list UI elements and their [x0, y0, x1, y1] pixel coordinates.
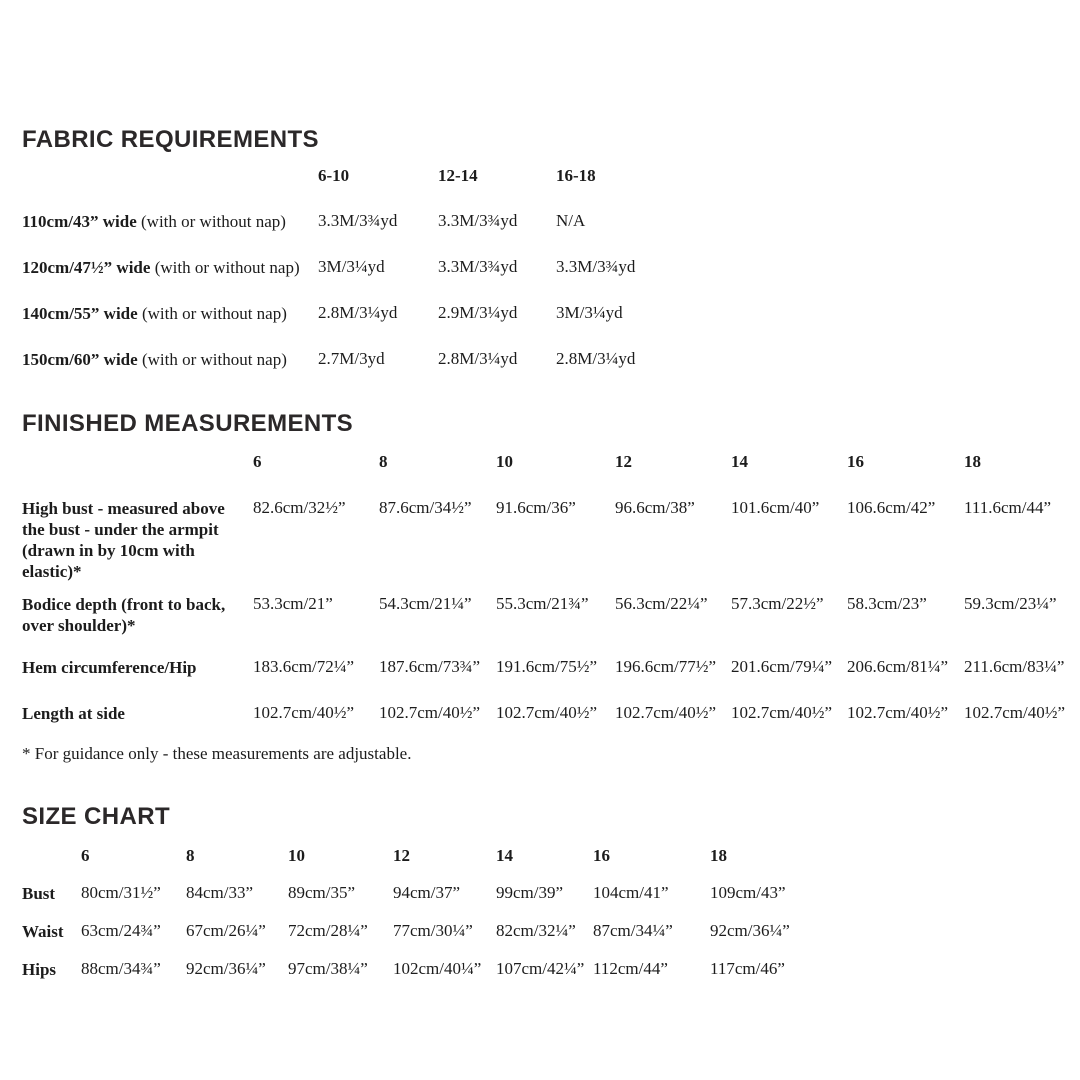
- size-row-bust: [22, 883, 1060, 904]
- size-value: 109cm/43”: [710, 883, 786, 902]
- fabric-width-label: [22, 349, 318, 370]
- size-column-header: 18: [710, 846, 727, 865]
- measurement-value: 96.6cm/38”: [615, 498, 695, 517]
- size-column-header: 14: [496, 846, 513, 865]
- size-column-header: 8: [186, 846, 195, 865]
- measurement-value: 102.7cm/40½”: [496, 703, 598, 722]
- measurement-value: 106.6cm/42”: [847, 498, 936, 517]
- empty-header-cell: [22, 166, 318, 186]
- size-chart-title: SIZE CHART: [22, 803, 170, 830]
- measurement-value: 57.3cm/22½”: [731, 594, 824, 613]
- size-value: 72cm/28¼”: [288, 921, 368, 940]
- measurement-row-length-at-side: [22, 703, 1066, 724]
- fabric-width-bold: 150cm/60” wide: [22, 350, 138, 369]
- size-value: 102cm/40¼”: [393, 959, 482, 978]
- fabric-requirements-title: FABRIC REQUIREMENTS: [22, 126, 319, 153]
- size-row-label: Hips: [22, 960, 57, 979]
- fabric-row: [22, 349, 1060, 370]
- size-value: 117cm/46”: [710, 959, 785, 978]
- size-value: 112cm/44”: [593, 959, 668, 978]
- fabric-width-label: [22, 211, 318, 232]
- guidance-footnote: * For guidance only - these measurements are adjustable.: [22, 744, 412, 763]
- fabric-value: 3M/3¼yd: [318, 257, 385, 276]
- fabric-value: N/A: [556, 211, 586, 230]
- size-column-header: 6: [253, 452, 262, 471]
- measurement-row-bodice-depth: [22, 594, 1060, 636]
- measurement-row-label: Length at side: [22, 704, 125, 723]
- size-row-hips: [22, 959, 1060, 980]
- size-value: 104cm/41”: [593, 883, 669, 902]
- size-row-label: Waist: [22, 922, 64, 941]
- fabric-value: 3M/3¼yd: [556, 303, 623, 322]
- fabric-requirements-section: [22, 128, 1060, 370]
- fabric-value: 2.8M/3¼yd: [556, 349, 636, 368]
- measurement-value: 206.6cm/81¼”: [847, 657, 949, 676]
- fabric-value: 3.3M/3¾yd: [556, 257, 636, 276]
- measurement-value: 58.3cm/23”: [847, 594, 927, 613]
- measurement-value: 102.7cm/40½”: [379, 703, 481, 722]
- fabric-nap-note: (with or without nap): [154, 258, 300, 277]
- measurement-value: 91.6cm/36”: [496, 498, 576, 517]
- size-value: 88cm/34¾”: [81, 959, 161, 978]
- empty-header-cell: [22, 452, 253, 472]
- size-value: 84cm/33”: [186, 883, 254, 902]
- measurement-value: 102.7cm/40½”: [847, 703, 949, 722]
- measurement-row-label: High bust - measured above the bust - under the armpit (drawn in by 10cm with elastic)*: [22, 499, 225, 581]
- measurement-row-high-bust: [22, 498, 1060, 582]
- size-column-header: 18: [964, 452, 981, 471]
- size-value: 97cm/38¼”: [288, 959, 368, 978]
- measurement-row-label: Bodice depth (front to back, over shoulder)*: [22, 595, 226, 635]
- fabric-requirements-header-row: [22, 166, 1060, 186]
- size-column-header: 14: [731, 452, 748, 471]
- measurement-value: 87.6cm/34½”: [379, 498, 472, 517]
- size-row-label: Bust: [22, 884, 56, 903]
- fabric-row: [22, 303, 1060, 324]
- size-column-header: 12: [615, 452, 632, 471]
- measurement-value: 55.3cm/21¾”: [496, 594, 589, 613]
- fabric-nap-note: (with or without nap): [141, 212, 286, 231]
- size-column-header: 8: [379, 452, 388, 471]
- size-column-header: 12-14: [438, 166, 478, 185]
- empty-header-cell: [22, 846, 81, 866]
- size-value: 82cm/32¼”: [496, 921, 576, 940]
- fabric-row: [22, 257, 1060, 278]
- fabric-width-label: [22, 257, 318, 278]
- fabric-nap-note: (with or without nap): [141, 304, 287, 323]
- size-column-header: 6-10: [318, 166, 350, 185]
- size-value: 92cm/36¼”: [710, 921, 790, 940]
- size-value: 99cm/39”: [496, 883, 564, 902]
- measurement-value: 111.6cm/44”: [964, 498, 1052, 517]
- finished-measurements-header-row: [22, 452, 1060, 472]
- size-value: 67cm/26¼”: [186, 921, 266, 940]
- size-column-header: 6: [81, 846, 90, 865]
- size-value: 92cm/36¼”: [186, 959, 266, 978]
- measurement-value: 101.6cm/40”: [731, 498, 820, 517]
- size-value: 77cm/30¼”: [393, 921, 473, 940]
- finished-measurements-section: [22, 410, 1066, 764]
- fabric-value: 3.3M/3¾yd: [438, 257, 518, 276]
- size-column-header: 16-18: [556, 166, 596, 185]
- measurement-value: 102.7cm/40½”: [731, 703, 833, 722]
- size-chart-header-row: [22, 846, 1060, 866]
- fabric-value: 3.3M/3¾yd: [438, 211, 518, 230]
- fabric-width-label: [22, 303, 318, 324]
- size-column-header: 10: [496, 452, 513, 471]
- size-value: 94cm/37”: [393, 883, 461, 902]
- measurement-value: 56.3cm/22¼”: [615, 594, 708, 613]
- fabric-width-bold: 140cm/55” wide: [22, 304, 138, 323]
- measurement-value: 82.6cm/32½”: [253, 498, 346, 517]
- size-value: 63cm/24¾”: [81, 921, 161, 940]
- fabric-nap-note: (with or without nap): [141, 350, 287, 369]
- size-column-header: 10: [288, 846, 305, 865]
- measurement-value: 102.7cm/40½”: [964, 703, 1066, 722]
- fabric-value: 3.3M/3¾yd: [318, 211, 398, 230]
- fabric-value: 2.8M/3¼yd: [318, 303, 398, 322]
- size-value: 87cm/34¼”: [593, 921, 673, 940]
- measurement-value: 196.6cm/77½”: [615, 657, 717, 676]
- measurement-value: 59.3cm/23¼”: [964, 594, 1057, 613]
- measurement-value: 187.6cm/73¾”: [379, 657, 481, 676]
- size-column-header: 16: [847, 452, 864, 471]
- measurement-value: 53.3cm/21”: [253, 594, 333, 613]
- measurement-value: 54.3cm/21¼”: [379, 594, 472, 613]
- measurement-value: 201.6cm/79¼”: [731, 657, 833, 676]
- measurement-value: 102.7cm/40½”: [615, 703, 717, 722]
- measurement-row-hem-circumference: [22, 657, 1065, 678]
- fabric-width-bold: 120cm/47½” wide: [22, 258, 151, 277]
- finished-measurements-title: FINISHED MEASUREMENTS: [22, 410, 354, 437]
- size-chart-section: [22, 805, 1060, 980]
- fabric-value: 2.8M/3¼yd: [438, 349, 518, 368]
- measurement-value: 183.6cm/72¼”: [253, 657, 355, 676]
- fabric-value: 2.7M/3yd: [318, 349, 385, 368]
- measurement-row-label: Hem circumference/Hip: [22, 658, 197, 677]
- size-column-header: 12: [393, 846, 410, 865]
- size-column-header: 16: [593, 846, 610, 865]
- measurement-value: 191.6cm/75½”: [496, 657, 598, 676]
- size-value: 89cm/35”: [288, 883, 356, 902]
- size-value: 107cm/42¼”: [496, 959, 585, 978]
- fabric-value: 2.9M/3¼yd: [438, 303, 518, 322]
- size-row-waist: [22, 921, 1060, 942]
- fabric-width-bold: 110cm/43” wide: [22, 212, 137, 231]
- fabric-row: [22, 211, 1060, 232]
- measurement-value: 211.6cm/83¼”: [964, 657, 1065, 676]
- measurement-value: 102.7cm/40½”: [253, 703, 355, 722]
- size-value: 80cm/31½”: [81, 883, 161, 902]
